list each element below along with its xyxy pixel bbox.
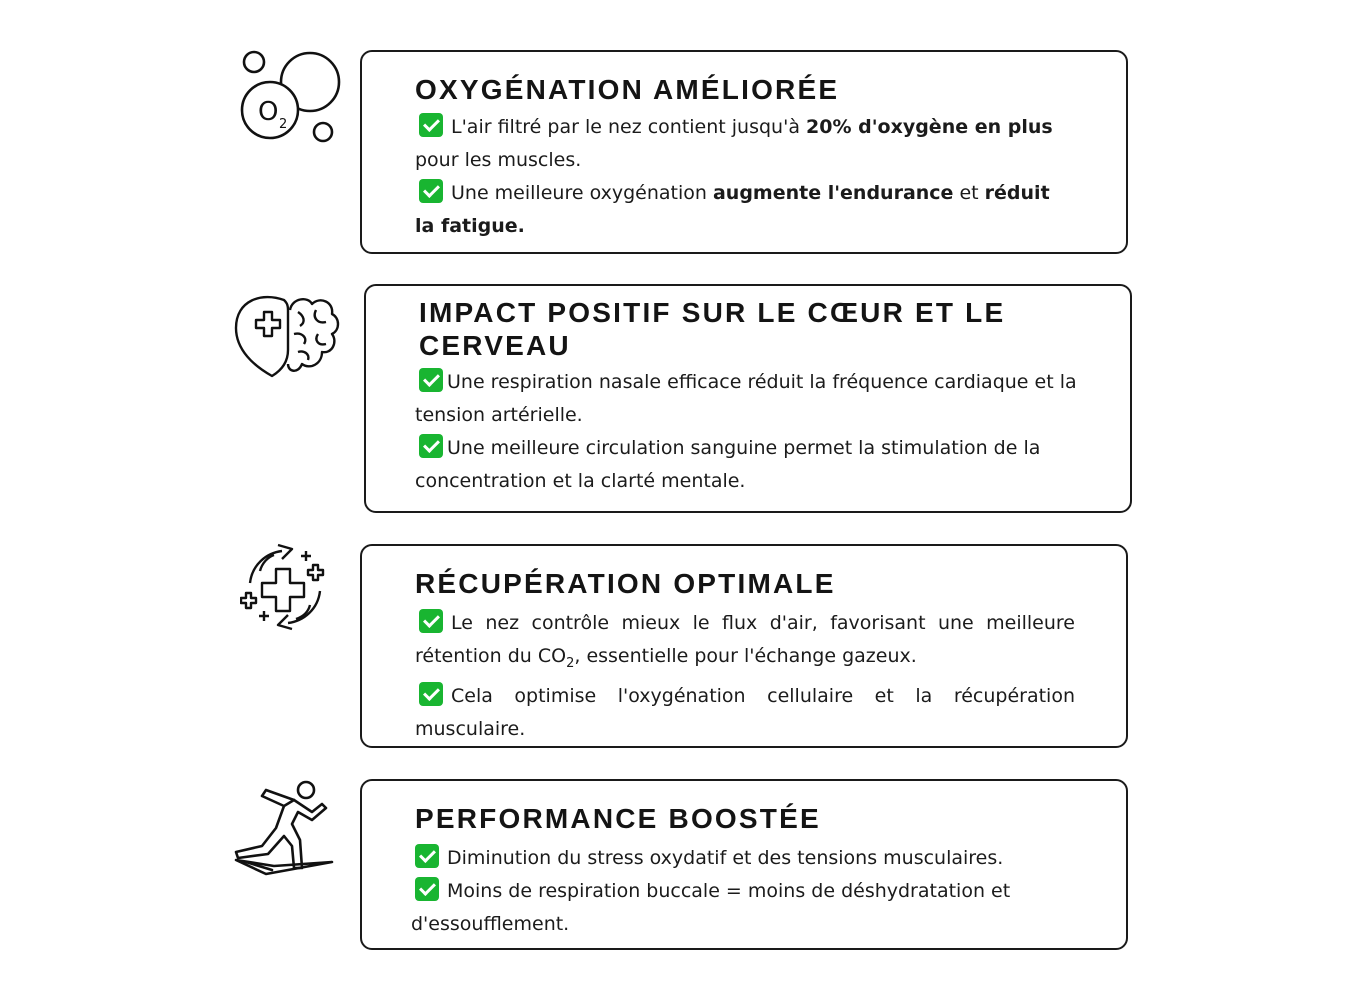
section-title: OXYGÉNATION AMÉLIORÉE — [415, 74, 840, 105]
check-mark-icon — [419, 179, 443, 203]
bullet-text: pour les muscles. — [415, 149, 582, 171]
bullet-text: Cela optimise l'oxygénation cellulaire et la récupération musculaire. — [415, 684, 1075, 740]
bullet-text: Diminution du stress oxydatif et des tensions musculaires. — [447, 847, 1004, 869]
check-mark-icon — [419, 434, 443, 458]
oxygenation-card — [360, 50, 1128, 254]
bullet-text: L'air filtré par le nez contient jusqu'à — [451, 116, 806, 138]
svg-text:2: 2 — [279, 117, 288, 132]
bullet-emphasis: 20% d'oxygène en plus — [806, 116, 1053, 138]
bullet-text: Moins de respiration buccale = moins de déshydratation et d'essoufflement. — [411, 880, 1011, 935]
check-mark-icon — [419, 113, 443, 137]
bullet-text: et — [953, 182, 985, 204]
bullet-text: , essentielle pour l'échange gazeux. — [574, 645, 917, 667]
bullet-text: Le nez contrôle mieux le flux d'air, favorisant une meilleure rétention du CO — [415, 612, 1075, 667]
bullet-text: Une meilleure circulation sanguine permet la stimulation de la concentration et la clarté mentale. — [415, 437, 1041, 492]
section-body — [415, 607, 1075, 746]
section-title: PERFORMANCE BOOSTÉE — [415, 803, 821, 834]
bullet-text: Une meilleure oxygénation — [451, 182, 713, 204]
section-body — [411, 842, 1071, 941]
oxygen-bubbles-icon — [236, 46, 342, 146]
check-mark-icon — [419, 368, 443, 392]
bullet-text: Une respiration nasale efficace réduit la fréquence cardiaque et la tension artérielle. — [415, 371, 1077, 426]
svg-text:O: O — [258, 97, 279, 127]
subscript: 2 — [566, 655, 575, 671]
check-mark-icon — [419, 609, 443, 633]
performance-card — [360, 779, 1128, 950]
check-mark-icon — [415, 877, 439, 901]
bullet-emphasis: augmente l'endurance — [712, 182, 954, 204]
bullet-emphasis: réduit la fatigue. — [415, 182, 1050, 237]
recovery-cross-icon — [240, 543, 332, 633]
heart-brain-icon — [232, 290, 342, 380]
section-title: IMPACT POSITIF SUR LE CŒUR ET LE CERVEAU — [419, 297, 1006, 361]
section-title: RÉCUPÉRATION OPTIMALE — [415, 568, 836, 599]
recovery-card — [360, 544, 1128, 748]
heart-brain-card — [364, 284, 1132, 513]
check-mark-icon — [419, 682, 443, 706]
check-mark-icon — [415, 844, 439, 868]
section-body — [415, 111, 1075, 243]
runner-icon — [232, 776, 336, 876]
section-body — [415, 366, 1115, 498]
